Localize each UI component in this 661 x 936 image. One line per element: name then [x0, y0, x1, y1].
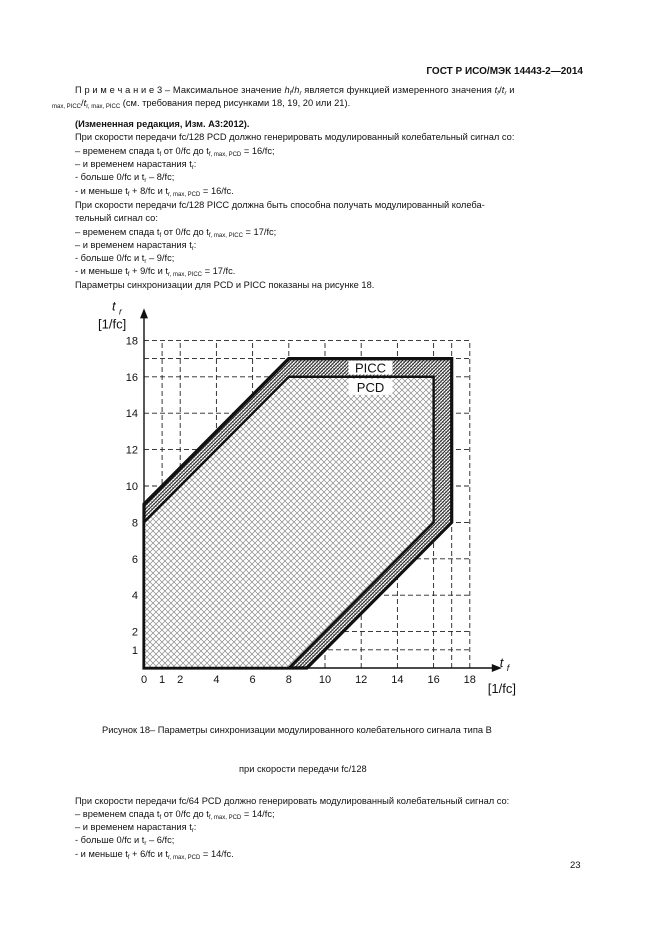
block2-line1: – временем спада $t_f$ от 0/fc до $t_{f, max, PICC} = 17/fc$; [75, 227, 277, 239]
document-header: ГОСТ Р ИСО/МЭК 14443-2—2014 [426, 66, 583, 77]
pcd-label: PCD [356, 379, 385, 395]
y-axis-label-sub: r [119, 306, 122, 317]
y-tick-label: 2 [131, 626, 138, 639]
y-tick-label: 16 [125, 371, 138, 384]
block1-line3: - больше 0/fc и $t_r - 8/fc$; [75, 172, 175, 184]
block1-line2: – и временем нарастания $t_r$: [75, 159, 197, 171]
block2-line2: – и временем нарастания $t_r$: [75, 240, 197, 252]
y-axis-arrow [140, 308, 148, 318]
x-tick-label: 14 [391, 674, 404, 686]
figure-caption-subtitle: при скорости передачи fc/128 [239, 764, 367, 774]
block3-line1: – временем спада $t_f$ от 0/fc до $t_{f, max, PCD} = 14/fc$; [75, 809, 275, 821]
y-tick-label: 4 [131, 590, 138, 603]
note-line-2: $_{max, PICC}/t_{r, max, PICC}$ (см. требования перед рисунками 18, 19, 20 или 21). [52, 98, 351, 110]
x-axis-label-sub: f [506, 663, 510, 673]
block3-intro: При скорости передачи fc/64 PCD должно генерировать модулированный колебательный сигнал со: [75, 796, 510, 806]
block2-intro-1: При скорости передачи fc/128 PICC должна быть способна получать модулированный колеба- [75, 200, 485, 210]
block1-line4: - и меньше $t_f + 8/fc$ и $t_{r, max, PCD} = 16/fc$. [75, 186, 234, 198]
y-axis-label: t [112, 298, 116, 314]
amendment-note: (Измененная редакция, Изм. А3:2012). [75, 119, 250, 129]
y-tick-label: 6 [131, 553, 138, 566]
block3-line4: - и меньше $t_f + 6/fc$ и $t_{r, max, PCD} = 14/fc$. [75, 849, 234, 861]
block1-intro: При скорости передачи fc/128 PCD должно генерировать модулированный колебательный сигнал со: [75, 132, 515, 142]
y-tick-label: 1 [131, 644, 138, 657]
x-tick-label: 12 [355, 674, 368, 686]
block1-line1: – временем спада $t_f$ от 0/fc до $t_{f, max, PCD} = 16/fc$; [75, 146, 275, 158]
timing-regions [144, 359, 452, 668]
y-tick-label: 18 [125, 335, 138, 348]
figure-caption: Рисунок 18– Параметры синхронизации модулированного колебательного сигнала типа B [102, 725, 492, 735]
x-tick-label: 8 [285, 674, 292, 686]
block2-outro: Параметры синхронизации для PCD и PICC показаны на рисунке 18. [75, 280, 375, 290]
x-axis-unit: [1/fc] [487, 681, 516, 696]
note-line-1: П р и м е ч а н и е 3 – Максимальное значение $h_f/h_r$ является функцией измеренного значения $t_f/t_r$ и [75, 85, 515, 97]
picc-label: PICC [354, 360, 387, 376]
x-tick-label: 0 [140, 674, 148, 686]
y-tick-label: 10 [125, 481, 138, 493]
block3-line3: - больше 0/fc и $t_r - 6/fc$; [75, 835, 175, 847]
block2-line4: - и меньше $t_f + 9/fc$ и $t_{r, max, PICC} = 17/fc$. [75, 266, 236, 278]
x-tick-label: 1 [159, 674, 166, 686]
x-tick-label: 10 [318, 674, 332, 686]
block2-line3: - больше 0/fc и $t_r - 9/fc$; [75, 253, 175, 265]
y-tick-label: 8 [131, 517, 138, 530]
note-label: П р и м е ч а н и е [75, 85, 155, 95]
x-tick-label: 6 [249, 674, 256, 686]
y-axis-unit: [1/fc] [98, 316, 127, 332]
block2-intro-2: тельный сигнал со: [75, 213, 158, 223]
x-axis-label: t [499, 655, 504, 670]
x-tick-label: 18 [463, 674, 476, 686]
page-number: 23 [570, 860, 581, 871]
pcd-region [144, 377, 434, 668]
y-tick-label: 12 [125, 444, 138, 457]
x-tick-label: 16 [427, 674, 440, 686]
x-tick-label: 2 [177, 674, 184, 686]
y-tick-label: 14 [125, 408, 138, 421]
block3-line2: – и временем нарастания $t_r$: [75, 822, 197, 834]
x-tick-label: 4 [213, 674, 220, 686]
